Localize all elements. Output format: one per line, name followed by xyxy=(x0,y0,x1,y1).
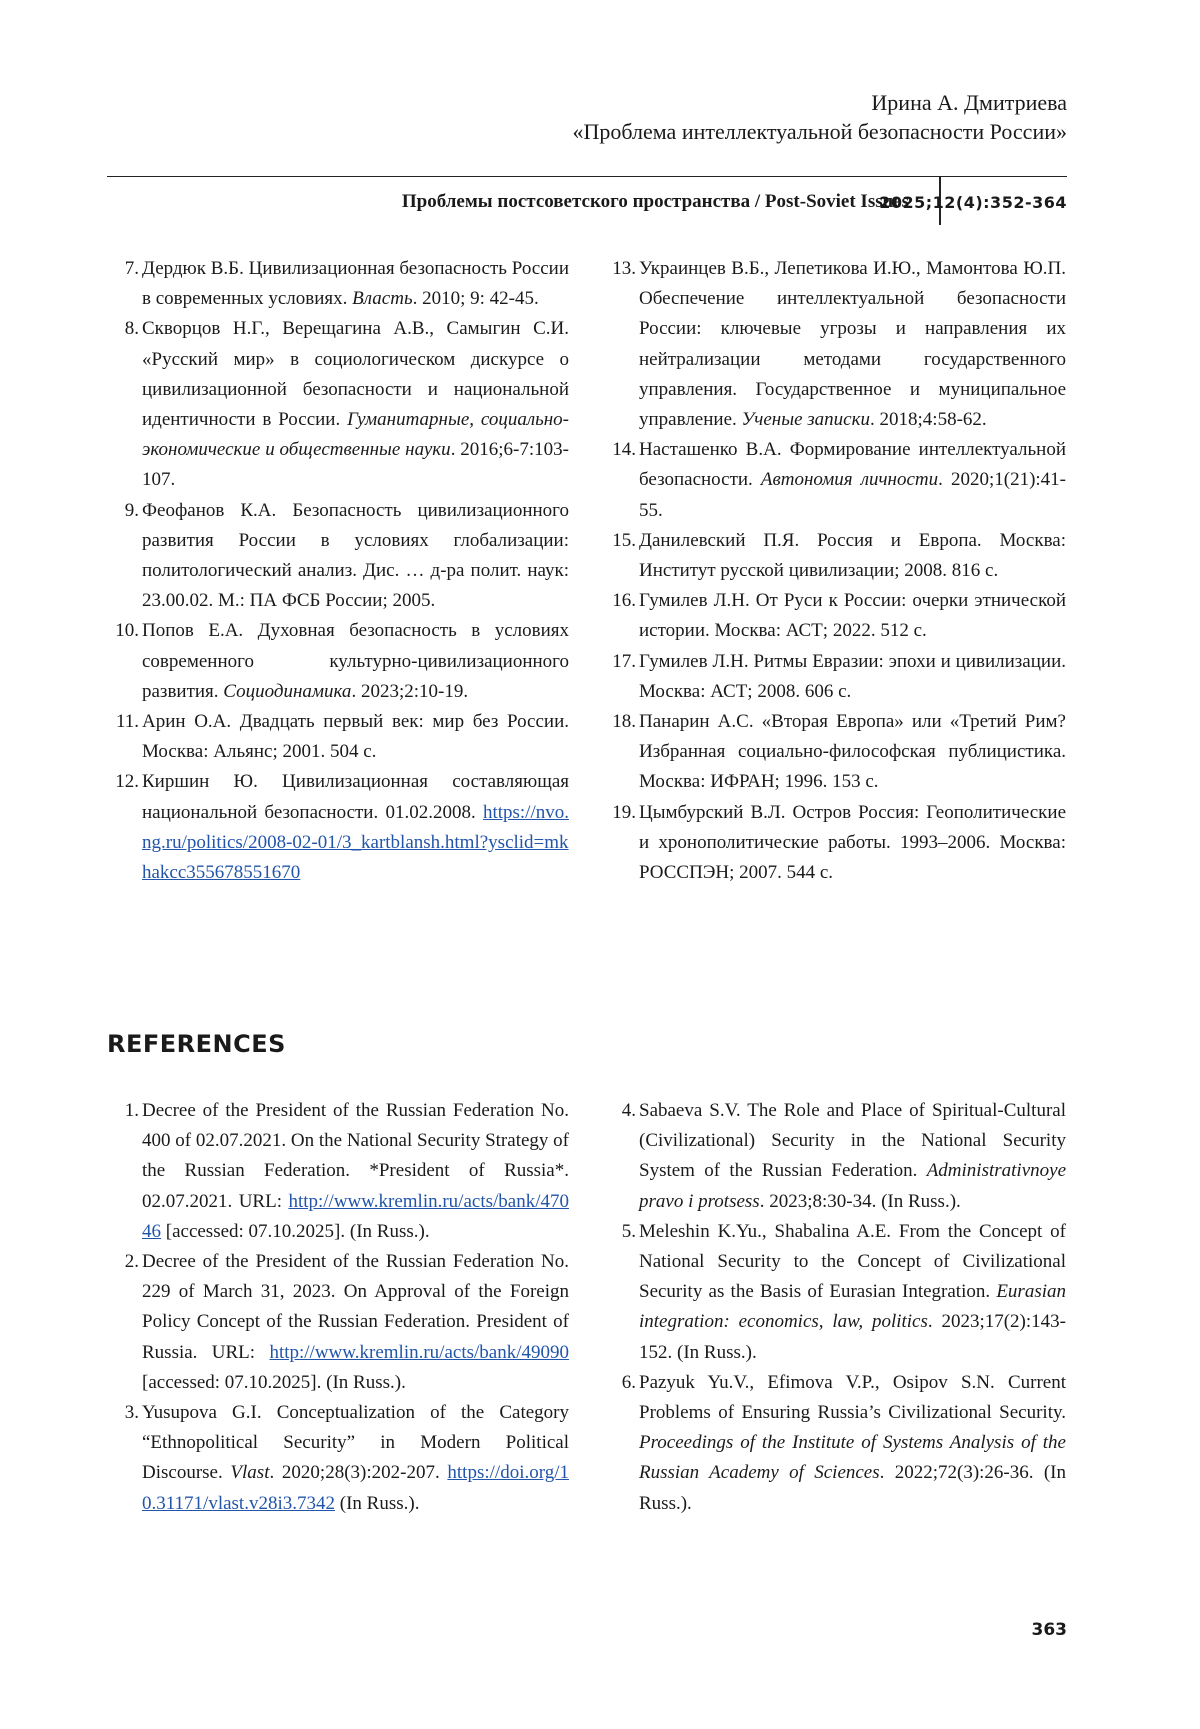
reference-item xyxy=(107,616,569,707)
reference-number: 12. xyxy=(115,771,139,793)
reference-text: Sabaeva S.V. The Role and Place of Spiritual-Cultural (Civilizational) Security in the National Security System of the Russian Federation. xyxy=(639,1100,1066,1182)
references-heading: REFERENCES xyxy=(107,1030,286,1058)
reference-body xyxy=(639,1221,1066,1363)
reference-number: 8. xyxy=(124,318,139,340)
reference-link[interactable]: http://www.kremlin.ru/acts/bank/47046 xyxy=(142,1190,569,1242)
reference-body xyxy=(639,802,1066,883)
reference-details: . 2020;28(3):202-207. xyxy=(269,1462,448,1484)
reference-suffix: (In Russ.). xyxy=(335,1492,420,1514)
reference-number: 9. xyxy=(124,499,139,521)
reference-body xyxy=(142,711,569,762)
journal-title: Проблемы постсоветского пространства / Post-Soviet Issues xyxy=(401,191,909,212)
reference-body xyxy=(639,258,1066,430)
reference-text: Киршин Ю. Цивилизационная составляющая национальной безопасности. 01.02.2008. xyxy=(142,771,569,823)
reference-link[interactable]: https://nvo.ng.ru/politics/2008-02-01/3_kartblansh.html?ysclid=mkhakcc355678551670 xyxy=(142,801,569,884)
reference-details: . 2023;17(2):143-152. (In Russ.). xyxy=(639,1311,1066,1363)
reference-text: Pazyuk Yu.V., Efimova V.P., Osipov S.N. Current Problems of Ensuring Russia’s Civilizational Security. xyxy=(639,1371,1066,1424)
reference-suffix: [accessed: 07.10.2025]. (In Russ.). xyxy=(142,1371,406,1393)
page-number: 363 xyxy=(1031,1620,1067,1640)
reference-body xyxy=(142,771,569,883)
reference-details: . 2023;8:30-34. (In Russ.). xyxy=(759,1190,961,1212)
reference-body xyxy=(142,620,569,701)
reference-body xyxy=(639,530,1066,581)
reference-item xyxy=(107,707,569,767)
reference-number: 6. xyxy=(621,1371,636,1393)
reference-source: Социодинамика xyxy=(223,680,352,702)
reference-text: Meleshin K.Yu., Shabalina A.E. From the Concept of National Security to the Concept of Civilizational Security as the Basis of Eurasian Integration. xyxy=(639,1220,1066,1303)
en-references-right-column xyxy=(604,1096,1066,1519)
reference-item xyxy=(107,1247,569,1398)
reference-source: Proceedings of the Institute of Systems Analysis of the Russian Academy of Sciences xyxy=(639,1432,1066,1484)
reference-body xyxy=(142,1402,569,1514)
reference-item xyxy=(604,435,1066,526)
reference-text: Панарин А.С. «Вторая Европа» или «Третий Рим? Избранная социально-философская публицистика. Москва: ИФРАН; 1996. 153 с. xyxy=(639,711,1066,793)
reference-number: 10. xyxy=(115,620,139,642)
reference-item xyxy=(107,1398,569,1519)
reference-text: Насташенко В.А. Формирование интеллектуальной безопасности. xyxy=(639,439,1066,491)
reference-text: Скворцов Н.Г., Верещагина А.В., Самыгин С.И. «Русский мир» в социологическом дискурсе о цивилизационной безопасности и национальной идентичности в России. xyxy=(142,318,569,431)
reference-source: Eurasian integration: economics, law, politics xyxy=(639,1281,1066,1333)
reference-details: . 2023;2:10-19. xyxy=(351,680,469,702)
reference-item xyxy=(604,1368,1066,1519)
reference-text: Попов Е.А. Духовная безопасность в условиях современного культурно-цивилизационного развития. xyxy=(142,620,569,702)
ru-references-left-column xyxy=(107,254,569,888)
reference-item xyxy=(604,798,1066,889)
reference-source: Vlast xyxy=(230,1462,270,1484)
journal-meta: 2025;12(4):352-364 xyxy=(879,193,1067,212)
reference-item xyxy=(107,254,569,314)
reference-source: Власть xyxy=(352,288,413,310)
reference-item xyxy=(107,767,569,888)
reference-text: Yusupova G.I. Conceptualization of the Category “Ethnopolitical Security” in Modern Political Discourse. xyxy=(142,1402,569,1484)
reference-number: 15. xyxy=(612,529,636,551)
reference-body xyxy=(142,1251,569,1393)
reference-item xyxy=(107,496,569,617)
reference-number: 14. xyxy=(612,439,636,461)
reference-text: Гумилев Л.Н. Ритмы Евразии: эпохи и цивилизации. Москва: АСТ; 2008. 606 с. xyxy=(639,650,1066,702)
reference-source: Ученые записки xyxy=(741,409,871,431)
reference-text: Украинцев В.Б., Лепетикова И.Ю., Мамонтова Ю.П. Обеспечение интеллектуальной безопасности России: ключевые угрозы и направления их нейтрализации методами государственного управления. Государственное и муниципальное управление. xyxy=(639,258,1066,431)
reference-number: 13. xyxy=(612,258,636,279)
reference-number: 7. xyxy=(124,258,139,279)
reference-details: . 2022;72(3):26-36. (In Russ.). xyxy=(639,1462,1066,1514)
header-author: Ирина А. Дмитриева xyxy=(871,90,1067,115)
reference-link[interactable]: https://doi.org/10.31171/vlast.v28i3.7342 xyxy=(142,1462,569,1514)
reference-body xyxy=(639,651,1066,702)
reference-number: 5. xyxy=(621,1220,636,1242)
reference-link[interactable]: http://www.kremlin.ru/acts/bank/49090 xyxy=(269,1341,569,1363)
reference-details: . 2020;1(21):41-55. xyxy=(639,469,1067,521)
reference-body xyxy=(639,711,1066,792)
reference-item xyxy=(604,526,1066,586)
reference-item xyxy=(107,1096,569,1247)
reference-text: Decree of the President of the Russian Federation No. 400 of 02.07.2021. On the National Security Strategy of the Russian Federation. *President of Russia*. 02.07.2021. URL: xyxy=(142,1100,569,1212)
reference-details: . 2010; 9: 42-45. xyxy=(412,288,539,310)
reference-details: . 2018;4:58-62. xyxy=(870,409,987,431)
reference-text: Данилевский П.Я. Россия и Европа. Москва: Институт русской цивилизации; 2008. 816 с. xyxy=(639,529,1066,582)
reference-body xyxy=(142,1100,569,1242)
reference-body xyxy=(639,1100,1066,1212)
reference-item xyxy=(604,707,1066,798)
reference-number: 16. xyxy=(612,590,636,612)
reference-item xyxy=(604,586,1066,646)
header-article-title: «Проблема интеллектуальной безопасности России» xyxy=(572,119,1067,144)
reference-body xyxy=(639,439,1066,520)
running-header xyxy=(573,88,1068,146)
reference-source: Гуманитарные, социально-экономические и общественные науки xyxy=(142,409,570,461)
reference-item xyxy=(604,647,1066,707)
reference-text: Decree of the President of the Russian Federation No. 229 of March 31, 2023. On Approval of the Foreign Policy Concept of the Russian Federation. President of Russia. URL: xyxy=(142,1251,569,1363)
reference-body xyxy=(639,590,1066,641)
reference-suffix: [accessed: 07.10.2025]. (In Russ.). xyxy=(161,1220,430,1242)
reference-number: 4. xyxy=(621,1100,636,1121)
reference-number: 18. xyxy=(612,711,636,733)
reference-body xyxy=(142,258,569,309)
reference-body xyxy=(639,1372,1066,1514)
reference-text: Цымбурский В.Л. Остров Россия: Геополитические и хронополитические работы. 1993–2006. Москва: РОССПЭН; 2007. 544 с. xyxy=(639,801,1066,884)
reference-text: Феофанов К.А. Безопасность цивилизационного развития России в условиях глобализации: политологический анализ. Дис. … д-ра полит. наук: 23.00.02. М.: ПА ФСБ России; 2005. xyxy=(142,499,569,612)
ru-references-right-column xyxy=(604,254,1066,888)
reference-number: 2. xyxy=(124,1251,139,1273)
reference-body xyxy=(142,318,569,490)
reference-text: Гумилев Л.Н. От Руси к России: очерки этнической истории. Москва: АСТ; 2022. 512 с. xyxy=(639,590,1066,642)
reference-number: 1. xyxy=(124,1100,139,1121)
reference-number: 11. xyxy=(115,711,139,733)
reference-details: . 2016;6-7:103-107. xyxy=(142,439,569,491)
reference-number: 17. xyxy=(612,650,636,672)
reference-item xyxy=(604,254,1066,435)
reference-source: Автономия личности xyxy=(760,469,939,491)
reference-body xyxy=(142,500,569,612)
en-references-left-column xyxy=(107,1096,569,1519)
reference-source: Administrativnoye pravo i protsess xyxy=(639,1160,1066,1212)
reference-number: 3. xyxy=(124,1402,139,1424)
reference-text: Арин О.А. Двадцать первый век: мир без России. Москва: Альянс; 2001. 504 с. xyxy=(142,711,569,763)
journal-bar xyxy=(107,176,1067,228)
reference-item xyxy=(107,314,569,495)
reference-item xyxy=(604,1096,1066,1217)
reference-item xyxy=(604,1217,1066,1368)
reference-text: Дердюк В.Б. Цивилизационная безопасность России в современных условиях. xyxy=(142,258,569,310)
reference-number: 19. xyxy=(612,801,636,823)
